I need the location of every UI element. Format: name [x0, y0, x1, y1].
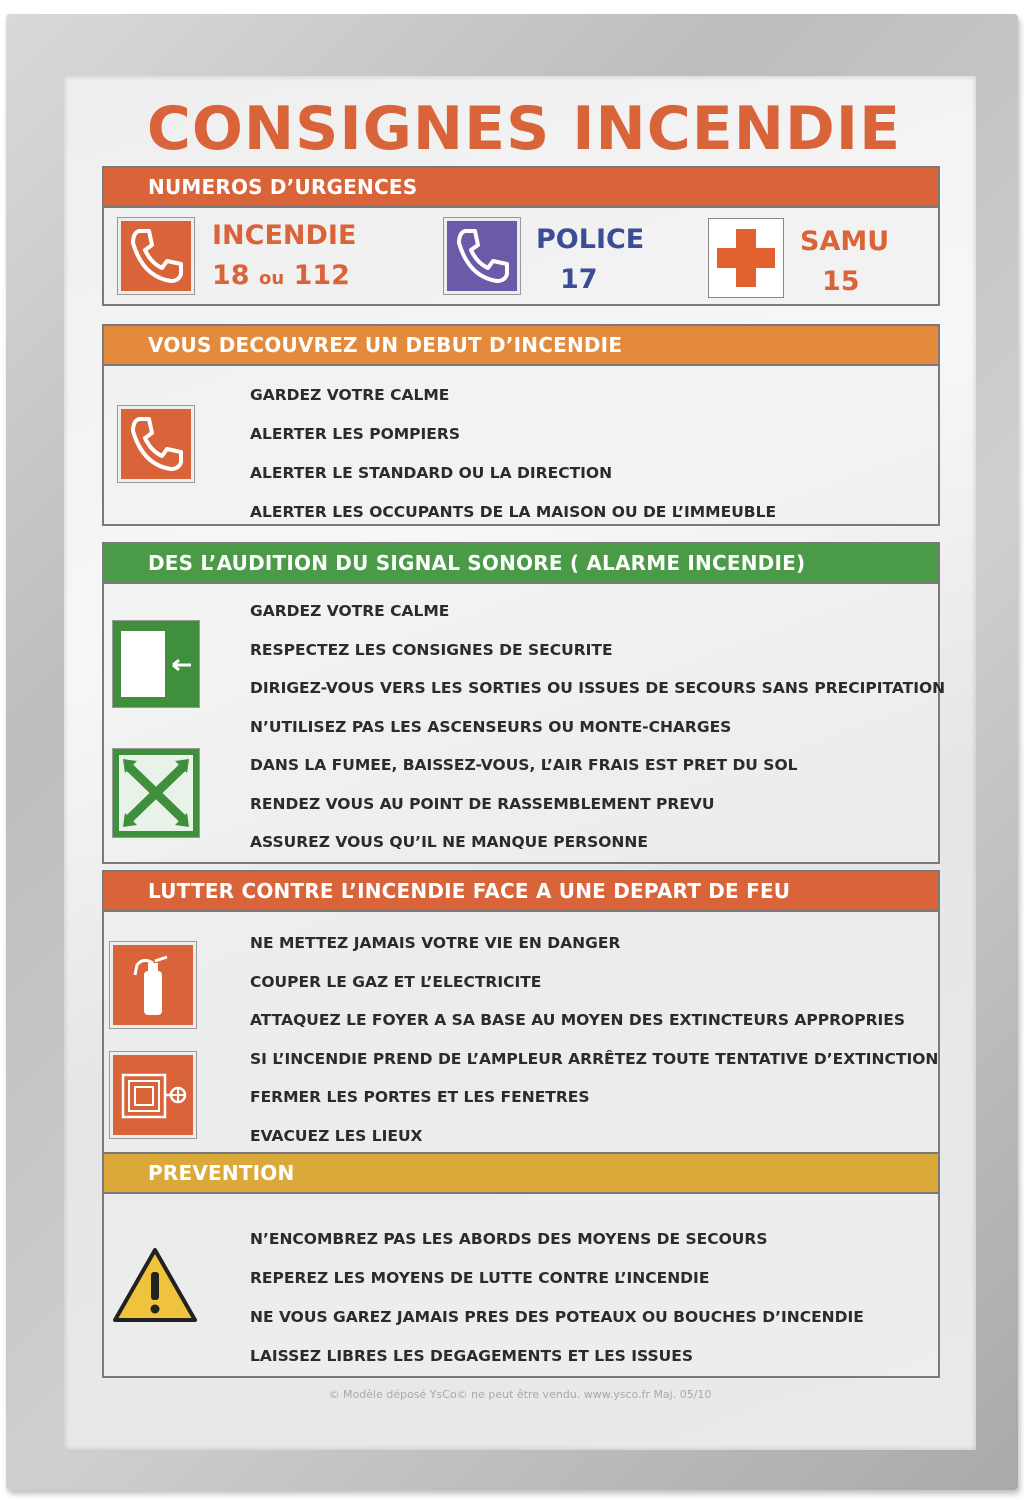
red-cross-icon — [708, 218, 784, 298]
fire-hose-reel-icon — [110, 1052, 196, 1138]
police-label: POLICE — [536, 224, 645, 255]
poster-sheet — [64, 76, 976, 1450]
phone-icon — [444, 218, 520, 294]
prevention-heading: PREVENTION — [104, 1154, 938, 1194]
list-item: RESPECTEZ LES CONSIGNES DE SECURITE — [250, 640, 613, 659]
list-item: NE VOUS GAREZ JAMAIS PRES DES POTEAUX OU BOUCHES D’INCENDIE — [250, 1308, 864, 1326]
list-item: COUPER LE GAZ ET L’ELECTRICITE — [250, 972, 542, 991]
list-item: ASSUREZ VOUS QU’IL NE MANQUE PERSONNE — [250, 833, 648, 851]
list-item: GARDEZ VOTRE CALME — [250, 602, 450, 620]
emergency-numbers-section — [102, 166, 940, 306]
list-item: REPEREZ LES MOYENS DE LUTTE CONTRE L’INCENDIE — [250, 1269, 710, 1287]
list-item: ALERTER LES POMPIERS — [250, 425, 460, 443]
copyright-footer: © Modèle déposé YsCo© ne peut être vendu. www.ysco.fr Maj. 05/10 — [328, 1388, 712, 1401]
alarm-section — [102, 542, 946, 864]
poster-title: CONSIGNES INCENDIE — [146, 94, 902, 164]
sign-frame — [6, 14, 1018, 1490]
list-item: GARDEZ VOTRE CALME — [250, 386, 450, 404]
list-item: ATTAQUEZ LE FOYER A SA BASE AU MOYEN DES EXTINCTEURS APPROPRIES — [250, 1011, 906, 1029]
list-item: NE METTEZ JAMAIS VOTRE VIE EN DANGER — [250, 934, 621, 952]
police-number: 17 — [560, 264, 598, 295]
fight-fire-list — [250, 924, 938, 1155]
fire-number-connector: ou — [258, 268, 285, 289]
list-item: SI L’INCENDIE PREND DE L’AMPLEUR ARRÊTEZ TOUTE TENTATIVE D’EXTINCTION — [250, 1049, 939, 1068]
emergency-exit-icon — [112, 620, 200, 708]
discover-fire-list — [250, 376, 776, 532]
samu-label: SAMU — [800, 226, 890, 257]
fire-number-a: 18 — [212, 260, 250, 291]
list-item: N’UTILISEZ PAS LES ASCENSEURS OU MONTE-CHARGES — [250, 717, 732, 736]
warning-triangle-icon — [112, 1246, 198, 1326]
fire-extinguisher-icon — [110, 942, 196, 1028]
fight-fire-section — [102, 870, 940, 1160]
list-item: LAISSEZ LIBRES LES DEGAGEMENTS ET LES ISSUES — [250, 1347, 693, 1365]
alarm-list — [250, 592, 945, 862]
prevention-list — [250, 1220, 864, 1376]
emergency-numbers-heading: NUMEROS D’URGENCES — [104, 168, 938, 208]
phone-icon — [118, 406, 194, 482]
fire-number — [212, 260, 350, 291]
list-item: DANS LA FUMEE, BAISSEZ-VOUS, L’AIR FRAIS EST PRET DU SOL — [250, 756, 798, 774]
list-item: FERMER LES PORTES ET LES FENETRES — [250, 1088, 590, 1106]
list-item: DIRIGEZ-VOUS VERS LES SORTIES OU ISSUES DE SECOURS SANS PRECIPITATION — [250, 679, 946, 697]
list-item: ALERTER LES OCCUPANTS DE LA MAISON OU DE L’IMMEUBLE — [250, 503, 777, 521]
assembly-point-icon — [112, 748, 200, 838]
list-item: N’ENCOMBREZ PAS LES ABORDS DES MOYENS DE SECOURS — [250, 1230, 768, 1248]
prevention-section — [102, 1152, 940, 1378]
fire-label: INCENDIE — [212, 220, 357, 251]
discover-fire-heading: VOUS DECOUVREZ UN DEBUT D’INCENDIE — [104, 326, 938, 366]
phone-icon — [118, 218, 194, 294]
alarm-heading: DES L’AUDITION DU SIGNAL SONORE ( ALARME INCENDIE) — [104, 544, 938, 584]
discover-fire-section — [102, 324, 940, 526]
fight-fire-heading: LUTTER CONTRE L’INCENDIE FACE A UNE DEPART DE FEU — [104, 872, 938, 912]
samu-number: 15 — [822, 266, 860, 297]
list-item: EVACUEZ LES LIEUX — [250, 1126, 423, 1145]
list-item: RENDEZ VOUS AU POINT DE RASSEMBLEMENT PREVU — [250, 794, 715, 813]
fire-number-b: 112 — [293, 260, 350, 291]
list-item: ALERTER LE STANDARD OU LA DIRECTION — [250, 464, 613, 482]
